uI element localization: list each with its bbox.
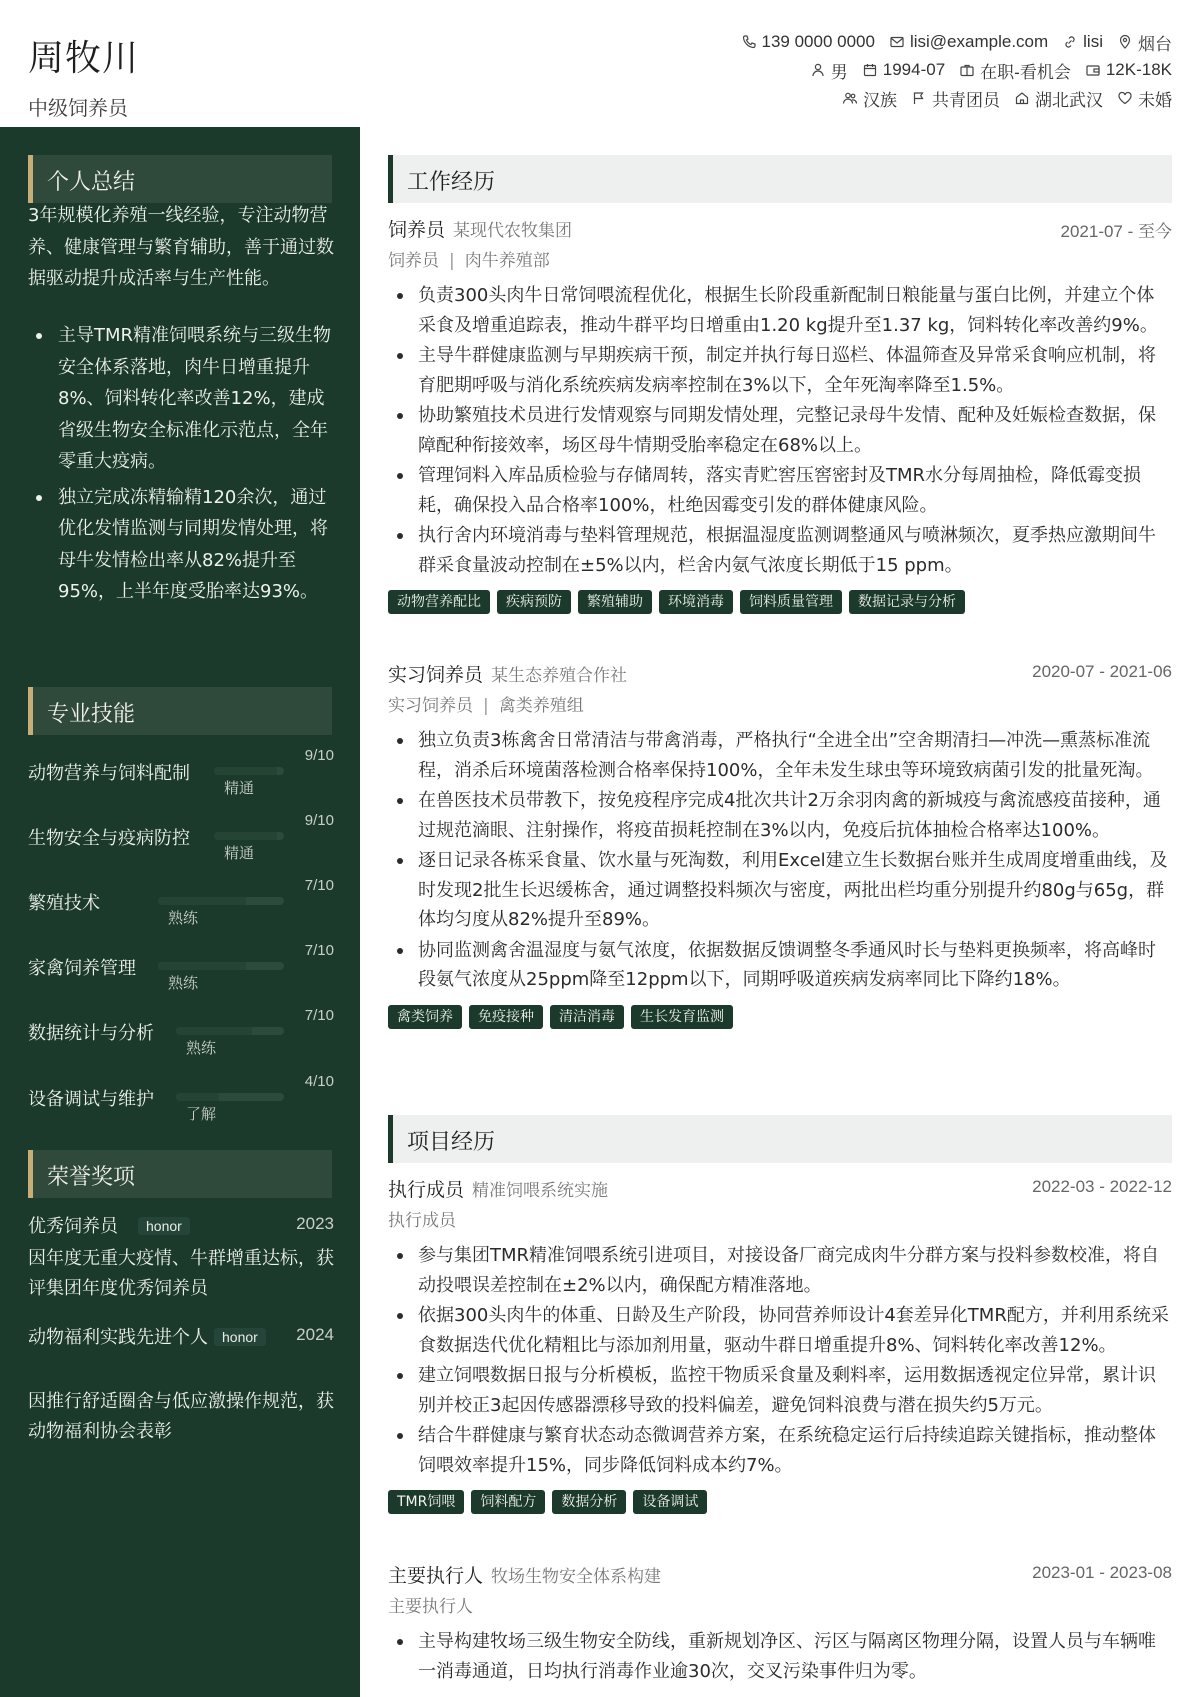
skill-name: 数据统计与分析 xyxy=(28,1023,154,1044)
skill-tag: 禽类饲养 xyxy=(388,1005,462,1029)
location-text: 烟台 xyxy=(1138,34,1172,54)
job-sub-role: 饲养员 xyxy=(388,251,439,271)
skill-tag: 数据分析 xyxy=(552,1490,626,1514)
skill-bar-fill xyxy=(214,767,277,775)
project-date: 2022-03 - 2022-12 xyxy=(1032,1177,1172,1196)
job-org: 某现代农牧集团 xyxy=(453,221,573,241)
skill-score: 9/10 xyxy=(304,747,334,764)
job-bullet: 执行舍内环境消毒与垫料管理规范，根据温湿度监测调整通风与喷淋频次，夏季热应激期间牛群采食量波动控制在±5%以内，栏舍内氨气浓度长期低于15 ppm。 xyxy=(388,521,1172,580)
summary-point: 独立完成冻精输精120余次，通过优化发情监测与同期发情处理，将母牛发情检出率从82%提升至95%，上半年度受胎率达93%。 xyxy=(28,482,334,608)
skill-bar-fill xyxy=(158,897,246,905)
candidate-title: 中级饲养员 xyxy=(28,96,128,120)
skill-name: 动物营养与饲料配制 xyxy=(28,763,190,784)
resume-header xyxy=(0,0,1200,127)
skill-name: 家禽饲养管理 xyxy=(28,958,136,979)
job-bullet: 逐日记录各栋采食量、饮水量与死淘数，利用Excel建立生长数据台账并生成周度增重曲线，及时发现2批生长迟缓栋舍，通过调整投料频次与密度，两批出栏均重分别提升约80g与65g，群体均匀度从82%提升至89%。 xyxy=(388,846,1172,935)
summary-point: 主导TMR精准饲喂系统与三级生物安全体系落地，肉牛日增重提升8%、饲料转化率改善12%，建成省级生物安全标准化示范点，全年零重大疫病。 xyxy=(28,320,334,478)
work-heading-text: 工作经历 xyxy=(407,170,496,195)
email-item[interactable] xyxy=(889,32,1048,52)
job-sub: 实习饲养员 | 禽类养殖组 xyxy=(388,696,584,716)
skill-bar xyxy=(176,1093,284,1101)
skill-tag: 动物营养配比 xyxy=(388,590,490,614)
hometown-text: 湖北武汉 xyxy=(1035,90,1103,110)
project-bullet: 参与集团TMR精准饲喂系统引进项目，对接设备厂商完成肉牛分群方案与投料参数校准，将自动投喂误差控制在±2%以内，确保配方精准落地。 xyxy=(388,1241,1172,1300)
skill-tag: 清洁消毒 xyxy=(550,1005,624,1029)
salary-text: 12K-18K xyxy=(1105,60,1172,79)
job-sub: 饲养员 | 肉牛养殖部 xyxy=(388,251,550,271)
skill-item xyxy=(28,812,334,868)
location-item xyxy=(1117,30,1172,55)
summary-heading-text: 个人总结 xyxy=(47,170,136,195)
job-bullet: 协同监测禽舍温湿度与氨气浓度，依据数据反馈调整冬季通风时长与垫料更换频率，将高峰时段氨气浓度从25ppm降至12ppm以下，同期呼吸道疾病发病率同比下降约18%。 xyxy=(388,936,1172,995)
summary-text: 3年规模化养殖一线经验，专注动物营养、健康管理与繁育辅助，善于通过数据驱动提升成活率与生产性能。 xyxy=(28,205,334,289)
skill-item xyxy=(28,942,334,998)
skill-bar xyxy=(214,767,284,775)
skill-tag: 免疫接种 xyxy=(469,1005,543,1029)
job-sub-role: 实习饲养员 xyxy=(388,696,473,716)
mail-icon xyxy=(889,34,905,50)
work-heading xyxy=(388,155,1172,203)
skill-bar-fill xyxy=(214,832,277,840)
skill-tag: 环境消毒 xyxy=(659,590,733,614)
skill-tag: 疾病预防 xyxy=(497,590,571,614)
honor-desc: 因年度无重大疫情、牛群增重达标，获评集团年度优秀饲养员 xyxy=(28,1248,334,1299)
skill-level: 精通 xyxy=(224,779,255,797)
honor-name: 动物福利实践先进个人 xyxy=(28,1327,208,1348)
skill-item xyxy=(28,1073,334,1129)
skill-bar xyxy=(214,832,284,840)
marital-text: 未婚 xyxy=(1138,90,1172,110)
skill-tag: 生长发育监测 xyxy=(631,1005,733,1029)
skill-bar-fill xyxy=(176,1027,252,1035)
project-bullet: 依据300头肉牛的体重、日龄及生产阶段，协同营养师设计4套差异化TMR配方，并利用系统采食数据迭代优化精粗比与添加剂用量，驱动牛群日增重提升8%、饲料转化率改善12%。 xyxy=(388,1301,1172,1360)
job-tags xyxy=(388,590,1172,616)
wallet-icon xyxy=(1085,62,1101,78)
work-entry xyxy=(388,215,1172,616)
job-date: 2020-07 - 2021-06 xyxy=(1032,662,1172,681)
skill-score: 7/10 xyxy=(304,1007,334,1024)
project-heading-text: 项目经历 xyxy=(407,1130,496,1155)
skill-tag: 繁殖辅助 xyxy=(578,590,652,614)
calendar-icon xyxy=(862,62,878,78)
skill-bar xyxy=(158,962,284,970)
job-bullet: 协助繁殖技术员进行发情观察与同期发情处理，完整记录母牛发情、配种及妊娠检查数据，保障配种衔接效率，场区母牛情期受胎率稳定在68%以上。 xyxy=(388,401,1172,460)
honor-tag: honor xyxy=(214,1328,266,1346)
skill-tag: TMR饲喂 xyxy=(388,1490,464,1514)
job-bullet: 主导牛群健康监测与早期疾病干预，制定并执行每日巡栏、体温筛查及异常采食响应机制，将育肥期呼吸与消化系统疾病发病率控制在3%以下，全年死淘率降至1.5%。 xyxy=(388,341,1172,400)
marital-item xyxy=(1117,86,1172,111)
status-item xyxy=(959,58,1071,83)
skill-tag: 数据记录与分析 xyxy=(849,590,965,614)
honor-year: 2024 xyxy=(296,1325,334,1344)
link-icon xyxy=(1062,34,1078,50)
project-bullet: 主导构建牧场三级生物安全防线，重新规划净区、污区与隔离区物理分隔，设置人员与车辆唯一消毒通道，日均执行消毒作业逾30次，交叉污染事件归为零。 xyxy=(388,1627,1172,1686)
project-sub xyxy=(388,1205,1172,1237)
work-entry xyxy=(388,660,1172,1031)
location-icon xyxy=(1117,34,1133,50)
skill-tag: 设备调试 xyxy=(633,1490,707,1514)
project-bullet: 建立饲喂数据日报与分析模板，监控干物质采食量及剩料率，运用数据透视定位异常，累计识别并校正3起因传感器漂移导致的投料偏差，避免饲料浪费与潜在损失约5万元。 xyxy=(388,1361,1172,1420)
skill-bar xyxy=(158,897,284,905)
honors-heading xyxy=(28,1150,332,1198)
heart-icon xyxy=(1117,90,1133,106)
ethnicity-item xyxy=(842,86,897,111)
project-sub-role: 执行成员 xyxy=(388,1211,456,1231)
contact-row-3 xyxy=(741,84,1172,112)
political-item xyxy=(911,86,1000,111)
skill-bar xyxy=(176,1027,284,1035)
skill-item xyxy=(28,747,334,803)
project-name: 牧场生物安全体系构建 xyxy=(491,1567,662,1587)
honor-name: 优秀饲养员 xyxy=(28,1216,118,1237)
flag-icon xyxy=(911,90,927,106)
contact-row-2 xyxy=(741,56,1172,84)
skill-score: 7/10 xyxy=(304,877,334,894)
skill-score: 9/10 xyxy=(304,812,334,829)
project-sub-role: 主要执行人 xyxy=(388,1597,473,1617)
skill-name: 繁殖技术 xyxy=(28,893,100,914)
political-text: 共青团员 xyxy=(932,90,1000,110)
skill-level: 熟练 xyxy=(168,974,199,992)
job-tags xyxy=(388,1005,1172,1031)
home-icon xyxy=(1014,90,1030,106)
hometown-item xyxy=(1014,86,1103,111)
project-tags xyxy=(388,1490,1172,1516)
honor-tag: honor xyxy=(138,1217,190,1235)
status-text: 在职-看机会 xyxy=(980,62,1071,82)
project-entry xyxy=(388,1175,1172,1516)
skills-heading xyxy=(28,687,332,735)
skill-level: 熟练 xyxy=(186,1039,217,1057)
job-bullets xyxy=(388,281,1172,580)
phone-item[interactable] xyxy=(741,32,875,52)
skill-bar-fill xyxy=(158,962,246,970)
project-sub xyxy=(388,1591,1172,1623)
skill-name: 设备调试与维护 xyxy=(28,1089,154,1110)
phone-text: 139 0000 0000 xyxy=(761,32,875,51)
job-bullet: 管理饲料入库品质检验与存储周转，落实青贮窖压窖密封及TMR水分每周抽检，降低霉变损耗，确保投入品合格率100%，杜绝因霉变引发的群体健康风险。 xyxy=(388,461,1172,520)
honor-item xyxy=(28,1323,334,1447)
briefcase-icon xyxy=(959,62,975,78)
job-date: 2021-07 - 至今 xyxy=(1060,222,1172,241)
summary-heading xyxy=(28,155,332,203)
project-name: 精准饲喂系统实施 xyxy=(472,1181,609,1201)
skill-level: 熟练 xyxy=(168,909,199,927)
sidebar xyxy=(0,127,360,1697)
job-role: 饲养员 xyxy=(388,219,446,241)
job-role: 实习饲养员 xyxy=(388,664,484,686)
skill-score: 7/10 xyxy=(304,942,334,959)
honor-item xyxy=(28,1212,334,1304)
job-dept: 肉牛养殖部 xyxy=(464,251,550,271)
project-bullet: 结合牛群健康与繁育状态动态微调营养方案，在系统稳定运行后持续追踪关键指标，推动整体饲喂效率提升15%，同步降低饲料成本约7%。 xyxy=(388,1421,1172,1480)
skill-name: 生物安全与疫病防控 xyxy=(28,828,190,849)
group-icon xyxy=(842,90,858,106)
honors-heading-text: 荣誉奖项 xyxy=(47,1165,136,1190)
gender-item xyxy=(810,58,848,83)
skill-level: 了解 xyxy=(186,1105,217,1123)
skill-tag: 饲料质量管理 xyxy=(740,590,842,614)
job-bullets xyxy=(388,726,1172,995)
contact-info xyxy=(741,28,1172,112)
summary-points xyxy=(28,320,334,612)
project-date: 2023-01 - 2023-08 xyxy=(1032,1563,1172,1582)
ethnicity-text: 汉族 xyxy=(863,90,897,110)
person-icon xyxy=(810,62,826,78)
link-text: lisi xyxy=(1083,32,1103,51)
skill-level: 精通 xyxy=(224,844,255,862)
project-role: 主要执行人 xyxy=(388,1565,484,1587)
link-item[interactable] xyxy=(1062,32,1103,52)
skill-bar-fill xyxy=(176,1093,219,1101)
honor-year: 2023 xyxy=(296,1214,334,1233)
honor-desc: 因推行舒适圈舍与低应激操作规范，获动物福利协会表彰 xyxy=(28,1391,334,1442)
job-bullet: 独立负责3栋禽舍日常清洁与带禽消毒，严格执行“全进全出”空舍期清扫—冲洗—熏蒸标准流程，消杀后环境菌落检测合格率保持100%，全年未发生球虫等环境致病菌引发的批量死淘。 xyxy=(388,726,1172,785)
candidate-name: 周牧川 xyxy=(28,38,140,79)
job-dept: 禽类养殖组 xyxy=(498,696,584,716)
project-role: 执行成员 xyxy=(388,1179,465,1201)
project-heading xyxy=(388,1115,1172,1163)
contact-row-1 xyxy=(741,28,1172,56)
project-bullets xyxy=(388,1241,1172,1480)
job-bullet: 负责300头肉牛日常饲喂流程优化，根据生长阶段重新配制日粮能量与蛋白比例，并建立个体采食及增重追踪表，推动牛群平均日增重由1.20 kg提升至1.37 kg，饲料转化率改善约9%。 xyxy=(388,281,1172,340)
skill-item xyxy=(28,877,334,933)
salary-item xyxy=(1085,60,1172,80)
skills-heading-text: 专业技能 xyxy=(47,702,136,727)
skill-score: 4/10 xyxy=(304,1073,334,1090)
gender-text: 男 xyxy=(830,62,848,82)
phone-icon xyxy=(741,34,757,50)
email-text: lisi@example.com xyxy=(909,32,1049,51)
job-org: 某生态养殖合作社 xyxy=(491,666,628,686)
skill-tag: 饲料配方 xyxy=(471,1490,545,1514)
birth-item xyxy=(862,60,945,80)
birth-text: 1994-07 xyxy=(882,60,946,79)
skill-item xyxy=(28,1007,334,1063)
job-bullet: 在兽医技术员带教下，按免疫程序完成4批次共计2万余羽肉禽的新城疫与禽流感疫苗接种，通过规范滴眼、注射操作，将疫苗损耗控制在3%以内，免疫后抗体抽检合格率达100%。 xyxy=(388,786,1172,845)
project-bullets xyxy=(388,1627,1172,1686)
project-entry xyxy=(388,1561,1172,1687)
